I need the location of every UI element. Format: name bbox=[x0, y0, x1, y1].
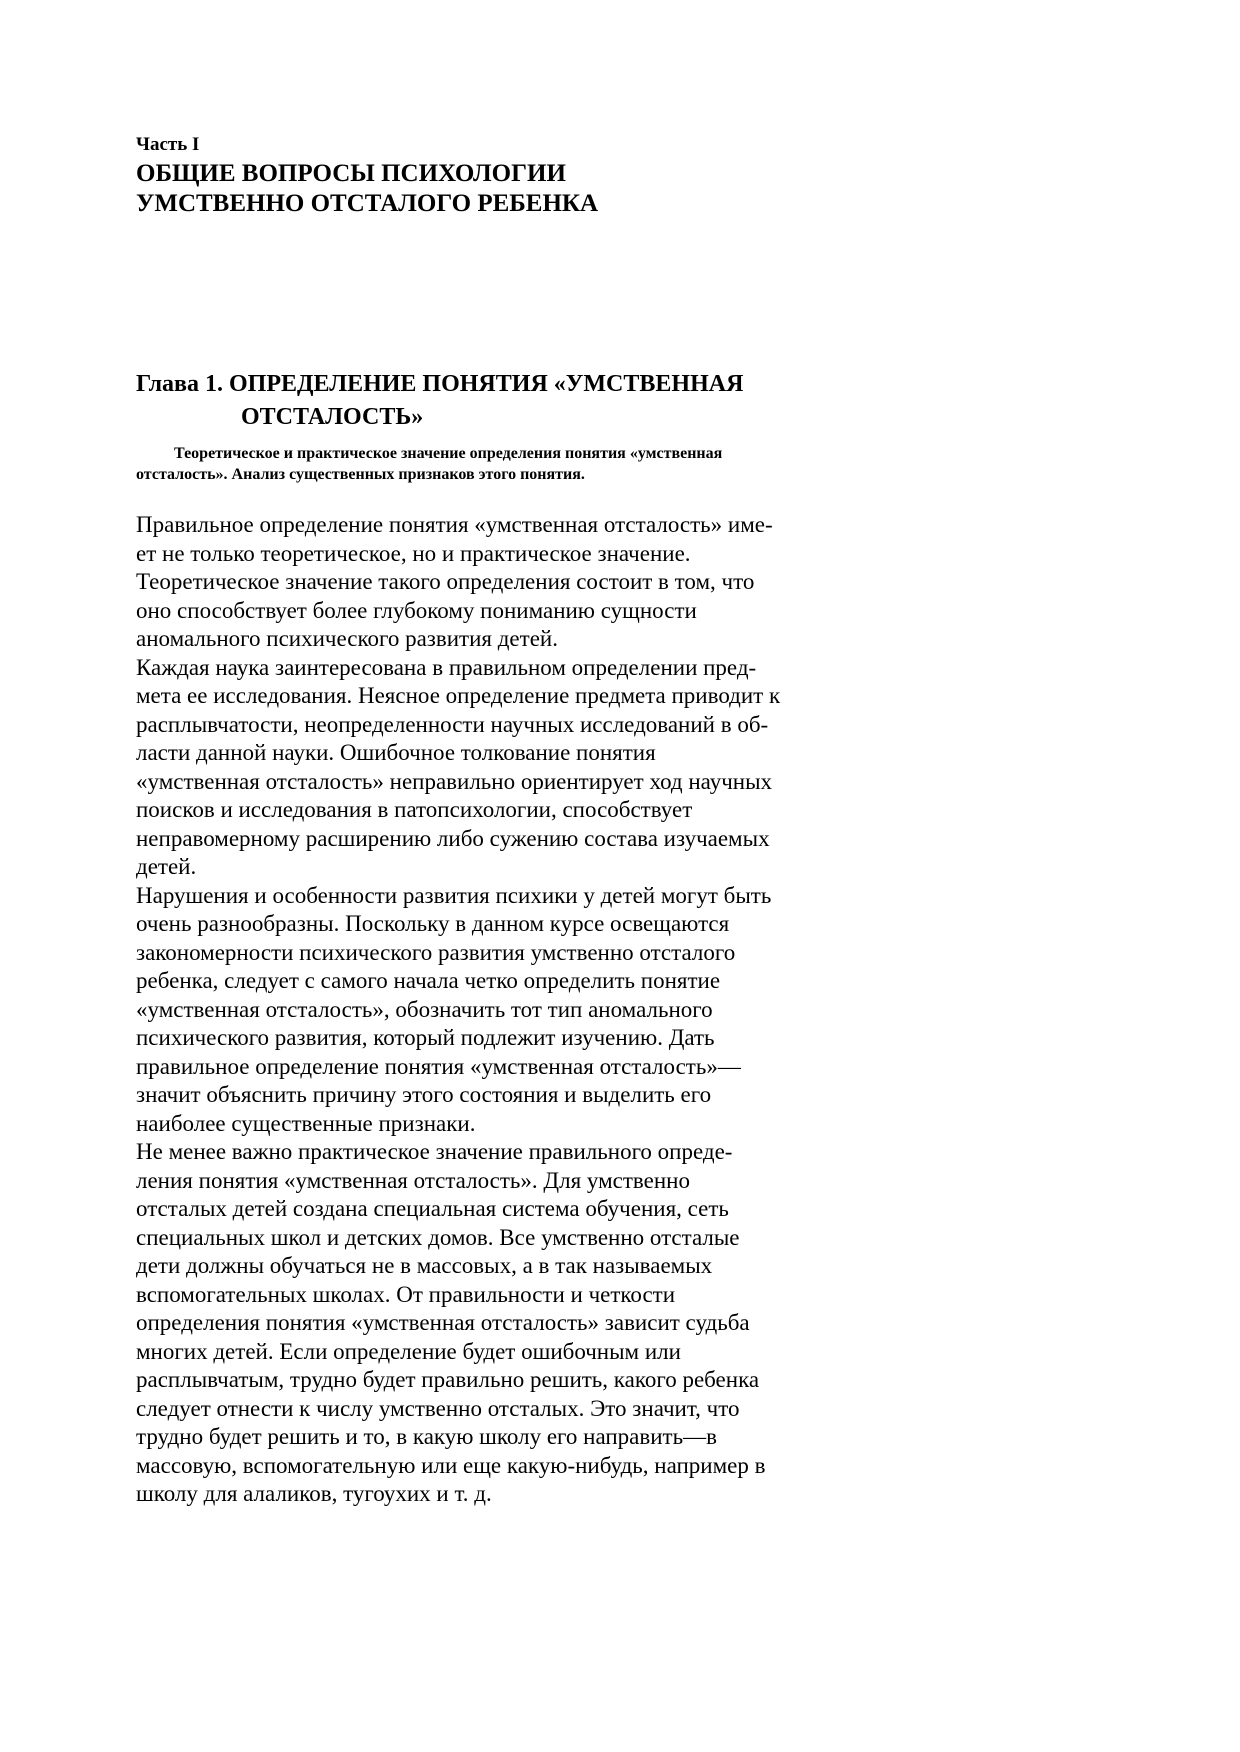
body-line: расплывчатости, неопределенности научных исследований в об- bbox=[136, 711, 769, 737]
body-line: дети должны обучаться не в массовых, а в так называемых bbox=[136, 1253, 713, 1278]
chapter-heading-line2: ОТСТАЛОСТЬ» bbox=[241, 404, 424, 430]
body-line: вспомогательных школах. От правильности и четкости bbox=[136, 1281, 676, 1307]
body-line: Теоретическое значение такого определения состоит в том, что bbox=[136, 569, 755, 594]
body-line: поисков и исследования в патопсихологии, способствует bbox=[136, 797, 693, 822]
body-line: неправомерному расширению либо сужению состава изучаемых bbox=[136, 825, 770, 851]
body-line: трудно будет решить и то, в какую школу его направить—в bbox=[136, 1424, 717, 1449]
body-line: закономерности психического развития умственно отсталого bbox=[136, 939, 736, 965]
body-line: оно способствует более глубокому пониманию сущности bbox=[136, 597, 697, 623]
body-line: следует отнести к числу умственно отсталых. Это значит, что bbox=[136, 1395, 740, 1421]
body-line: ребенка, следует с самого начала четко определить понятие bbox=[136, 968, 721, 993]
chapter-heading bbox=[136, 368, 896, 434]
body-line: ет не только теоретическое, но и практическое значение. bbox=[136, 540, 691, 566]
body-line: Нарушения и особенности развития психики у детей могут быть bbox=[136, 882, 772, 908]
body-line: «умственная отсталость» неправильно ориентирует ход научных bbox=[136, 768, 773, 794]
part-title-line2: УМСТВЕННО ОТСТАЛОГО РЕБЕНКА bbox=[136, 190, 599, 217]
body-line: ления понятия «умственная отсталость». Для умственно bbox=[136, 1167, 690, 1193]
body-line: определения понятия «умственная отсталость» зависит судьба bbox=[136, 1310, 750, 1335]
body-line: специальных школ и детских домов. Все умственно отсталые bbox=[136, 1224, 740, 1250]
body-line: Не менее важно практическое значение правильного опреде- bbox=[136, 1139, 733, 1164]
part-header bbox=[136, 133, 896, 219]
body-line: наиболее существенные признаки. bbox=[136, 1110, 476, 1136]
body-line: значит объяснить причину этого состояния и выделить его bbox=[136, 1082, 712, 1107]
body-line: аномального психического развития детей. bbox=[136, 626, 558, 651]
body-line: расплывчатым, трудно будет правильно решить, какого ребенка bbox=[136, 1367, 760, 1392]
body-line: психического развития, который подлежит изучению. Дать bbox=[136, 1025, 715, 1050]
part-title-line1: ОБЩИЕ ВОПРОСЫ ПСИХОЛОГИИ bbox=[136, 160, 566, 187]
body-line: массовую, вспомогательную или еще какую-нибудь, например в bbox=[136, 1452, 766, 1478]
body-line: многих детей. Если определение будет ошибочным или bbox=[136, 1338, 681, 1364]
part-label: Часть I bbox=[136, 134, 200, 155]
body-text bbox=[136, 511, 856, 1509]
body-line: отсталых детей создана специальная система обучения, сеть bbox=[136, 1196, 729, 1221]
body-line: «умственная отсталость», обозначить тот тип аномального bbox=[136, 996, 713, 1022]
body-line: очень разнообразны. Поскольку в данном курсе освещаются bbox=[136, 911, 730, 936]
chapter-heading-line1: Глава 1. ОПРЕДЕЛЕНИЕ ПОНЯТИЯ «УМСТВЕННАЯ bbox=[136, 371, 744, 397]
body-line: школу для алаликов, тугоухих и т. д. bbox=[136, 1481, 492, 1506]
body-line: мета ее исследования. Неясное определение предмета приводит к bbox=[136, 683, 781, 708]
body-line: ласти данной науки. Ошибочное толкование понятия bbox=[136, 740, 656, 765]
body-line: детей. bbox=[136, 854, 197, 879]
body-line: Правильное определение понятия «умственная отсталость» име- bbox=[136, 512, 773, 537]
body-line: Каждая наука заинтересована в правильном определении пред- bbox=[136, 654, 757, 680]
body-line: правильное определение понятия «умственная отсталость»— bbox=[136, 1053, 741, 1079]
chapter-abstract: Теоретическое и практическое значение определения понятия «умственная отсталость». Анализ существенных признаков этого понятия. bbox=[136, 445, 723, 483]
